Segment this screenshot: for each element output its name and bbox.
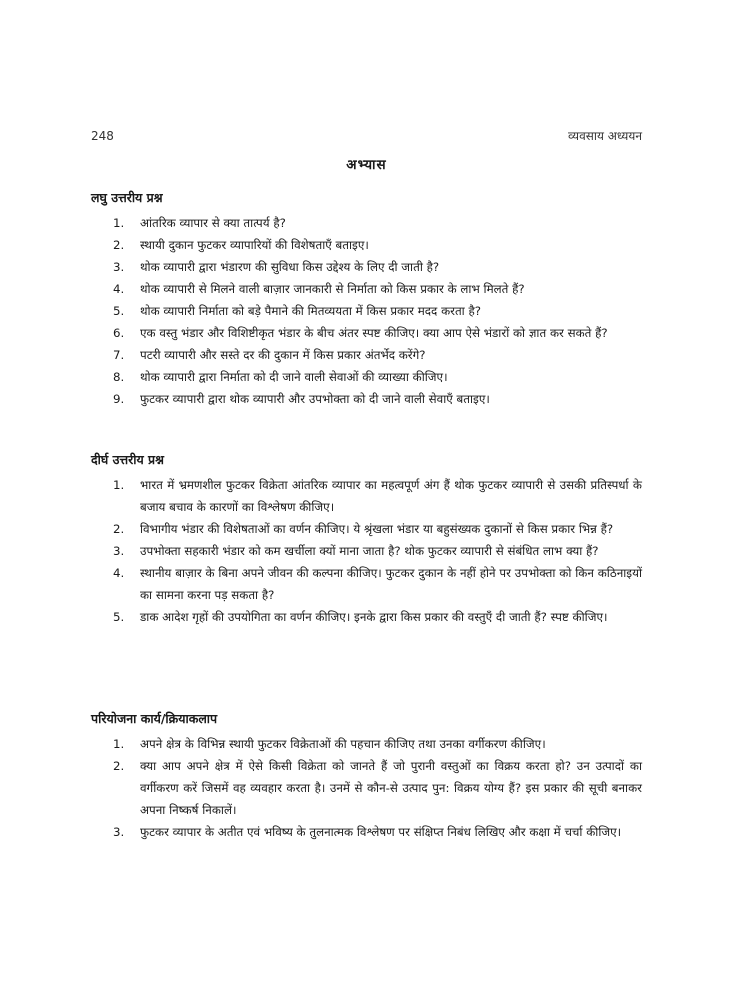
question-list	[91, 474, 642, 628]
item-text: थोक व्यापारी द्वारा निर्माता को दी जाने वाली सेवाओं की व्याख्या कीजिए।	[140, 370, 448, 384]
item-text: अपने क्षेत्र के विभिन्न स्थायी फुटकर विक्रेताओं की पहचान कीजिए तथा उनका वर्गीकरण कीजिए।	[140, 737, 546, 751]
list-item	[91, 821, 642, 843]
item-text: डाक आदेश गृहों की उपयोगिता का वर्णन कीजिए। इनके द्वारा किस प्रकार की वस्तुएँ दी जाती हैं? स्पष्ट कीजिए।	[140, 610, 608, 624]
page-title: अभ्यास	[346, 157, 387, 173]
list-item	[91, 733, 642, 755]
section-heading: दीर्घ उत्तरीय प्रश्न	[91, 452, 165, 467]
list-item	[91, 540, 642, 562]
item-text: पटरी व्यापारी और सस्ते दर की दुकान में किस प्रकार अंतर्भेद करेंगे?	[140, 348, 426, 362]
list-item	[91, 300, 642, 322]
item-text: उपभोक्ता सहकारी भंडार को कम खर्चीला क्यों माना जाता है? थोक फुटकर व्यापारी से संबंधित लाभ क्या हैं?	[140, 544, 599, 558]
running-title: व्यवसाय अध्ययन	[568, 129, 642, 143]
list-item	[91, 212, 642, 234]
item-number: 3.	[113, 260, 125, 274]
item-text: स्थायी दुकान फुटकर व्यापारियों की विशेषताएँ बताइए।	[140, 238, 369, 252]
list-item	[91, 474, 642, 518]
item-number: 3.	[113, 825, 125, 839]
list-item	[91, 278, 642, 300]
item-number: 1.	[113, 216, 125, 230]
item-text: थोक व्यापारी से मिलने वाली बाज़ार जानकारी से निर्माता को किस प्रकार के लाभ मिलते हैं?	[140, 282, 525, 296]
question-list	[91, 733, 642, 843]
item-number: 2.	[113, 522, 125, 536]
item-text: भारत में भ्रमणशील फुटकर विक्रेता आंतरिक व्यापार का महत्वपूर्ण अंग हैं थोक फुटकर व्यापारी से उसकी प्रतिस्पर्धा के बजाय बचाव के कारणों का विश्लेषण कीजिए।	[140, 478, 642, 514]
item-text: फुटकर व्यापारी द्वारा थोक व्यापारी और उपभोक्ता को दी जाने वाली सेवाएँ बताइए।	[140, 392, 490, 406]
item-text: स्थानीय बाज़ार के बिना अपने जीवन की कल्पना कीजिए। फुटकर दुकान के नहीं होने पर उपभोक्ता को किन कठिनाइयों का सामना करना पड़ सकता है?	[140, 566, 642, 602]
section-long-questions	[91, 450, 642, 628]
item-number: 2.	[113, 238, 125, 252]
section-heading: लघु उत्तरीय प्रश्न	[91, 190, 163, 205]
item-number: 9.	[113, 392, 125, 406]
list-item	[91, 234, 642, 256]
page-header	[91, 127, 642, 144]
item-number: 2.	[113, 759, 125, 773]
item-number: 7.	[113, 348, 125, 362]
item-number: 1.	[113, 737, 125, 751]
item-number: 6.	[113, 326, 125, 340]
list-item	[91, 344, 642, 366]
list-item	[91, 388, 642, 410]
list-item	[91, 256, 642, 278]
item-number: 5.	[113, 304, 125, 318]
question-list	[91, 212, 642, 410]
list-item	[91, 606, 642, 628]
list-item	[91, 366, 642, 388]
item-text: एक वस्तु भंडार और विशिष्टीकृत भंडार के बीच अंतर स्पष्ट कीजिए। क्या आप ऐसे भंडारों को ज्ञात कर सकते हैं?	[140, 326, 608, 340]
item-number: 4.	[113, 282, 125, 296]
list-item	[91, 518, 642, 540]
item-text: विभागीय भंडार की विशेषताओं का वर्णन कीजिए। ये श्रृंखला भंडार या बहुसंख्यक दुकानों से किस प्रकार भिन्न हैं?	[140, 522, 614, 536]
item-number: 8.	[113, 370, 125, 384]
section-project-work	[91, 709, 642, 843]
item-number: 4.	[113, 566, 125, 580]
list-item	[91, 322, 642, 344]
item-text: आंतरिक व्यापार से क्या तात्पर्य है?	[140, 216, 286, 230]
item-text: थोक व्यापारी निर्माता को बड़े पैमाने की मितव्ययता में किस प्रकार मदद करता है?	[140, 304, 482, 318]
page-number: 248	[91, 129, 114, 143]
item-text: क्या आप अपने क्षेत्र में ऐसे किसी विक्रेता को जानते हैं जो पुरानी वस्तुओं का विक्रय करता हो? उन उत्पादों का वर्गीकरण करें जिसमें वह व्यवहार करता है। उनमें से कौन-से उत्पाद पुन: विक्रय योग्य हैं? इस प्रकार की सूची बनाकर अपना निष्कर्ष निकालें।	[140, 759, 642, 817]
item-number: 1.	[113, 478, 125, 492]
list-item	[91, 755, 642, 821]
section-short-questions	[91, 188, 642, 410]
item-number: 3.	[113, 544, 125, 558]
list-item	[91, 562, 642, 606]
item-text: थोक व्यापारी द्वारा भंडारण की सुविधा किस उद्देश्य के लिए दी जाती है?	[140, 260, 440, 274]
item-text: फुटकर व्यापार के अतीत एवं भविष्य के तुलनात्मक विश्लेषण पर संक्षिप्त निबंध लिखिए और कक्षा में चर्चा कीजिए।	[140, 825, 622, 839]
section-heading: परियोजना कार्य/क्रियाकलाप	[91, 711, 218, 726]
item-number: 5.	[113, 610, 125, 624]
